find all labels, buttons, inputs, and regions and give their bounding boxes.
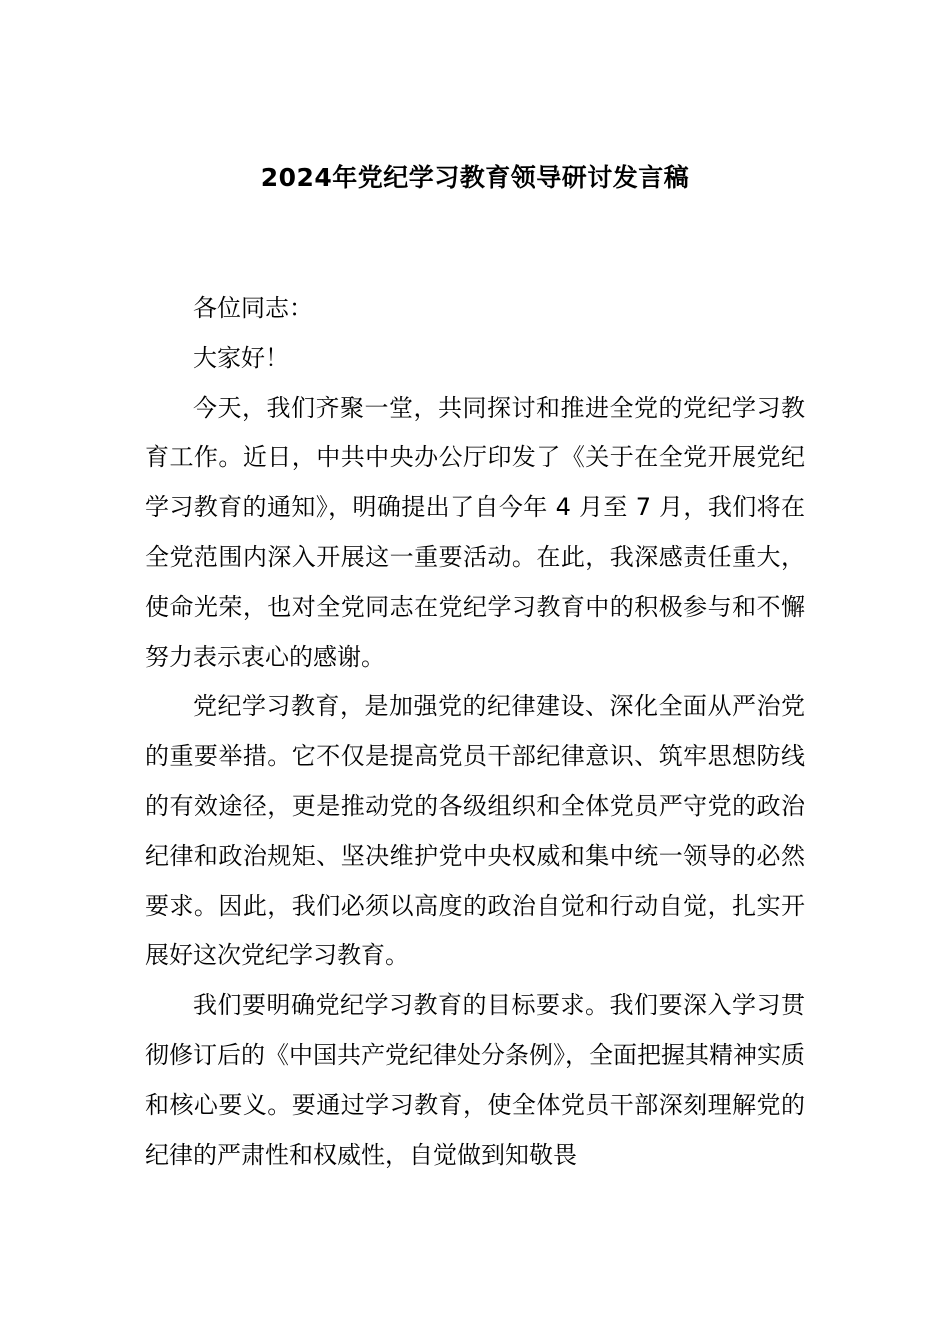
- document-title: 2024年党纪学习教育领导研讨发言稿: [260, 163, 690, 192]
- paragraph-significance: 党纪学习教育，是加强党的纪律建设、深化全面从严治党的重要举措。它不仅是提高党员干部纪律意识、筑牢思想防线的有效途径，更是推动党的各级组织和全体党员严守党的政治纪律和政治规矩、坚决维护党中央权威和集中统一领导的必然要求。因此，我们必须以高度的政治自觉和行动自觉，扎实开展好这次党纪学习教育。: [145, 692, 805, 970]
- paragraph-goals: 我们要明确党纪学习教育的目标要求。我们要深入学习贯彻修订后的《中国共产党纪律处分条例》，全面把握其精神实质和核心要义。要通过学习教育，使全体党员干部深刻理解党的纪律的严肃性和权威性，自觉做到知敬畏: [145, 991, 805, 1169]
- document-body: [145, 284, 805, 1180]
- greeting: 大家好！: [193, 343, 289, 372]
- paragraph-intro: 今天，我们齐聚一堂，共同探讨和推进全党的党纪学习教育工作。近日，中共中央办公厅印发了《关于在全党开展党纪学习教育的通知》，明确提出了自今年 4 月至 7 月，我们将在全党范围内深入开展这一重要活动。在此，我深感责任重大，使命光荣，也对全党同志在党纪学习教育中的积极参与和不懈努力表示衷心的感谢。: [145, 393, 805, 671]
- salutation: 各位同志：: [193, 294, 313, 322]
